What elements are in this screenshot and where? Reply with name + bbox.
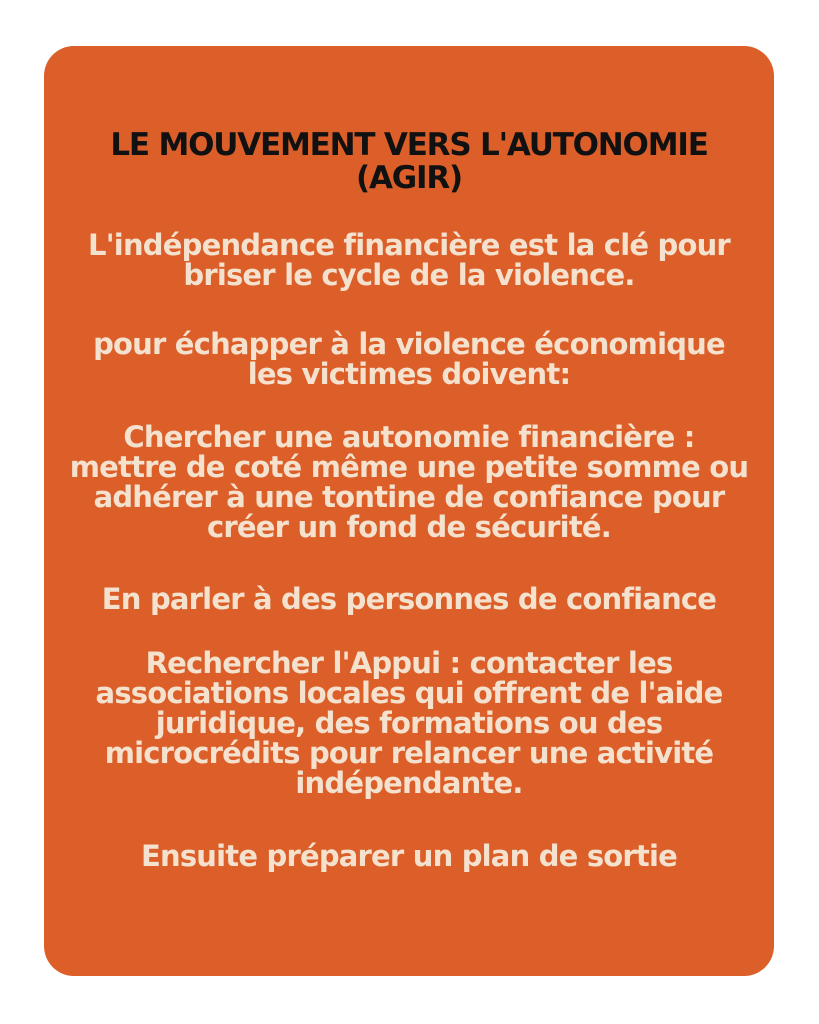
title-line: LE MOUVEMENT VERS L'AUTONOMIE	[110, 127, 708, 163]
paragraph-independence	[44, 230, 774, 290]
paragraph-talk	[44, 584, 774, 614]
text-line: briser le cycle de la violence.	[183, 258, 635, 292]
paragraph-escape	[44, 329, 774, 389]
card-content	[44, 46, 774, 976]
text-line: microcrédits pour relancer une activité	[104, 736, 714, 770]
text-line: Rechercher l'Appui : contacter les	[145, 646, 673, 680]
text-line: indépendante.	[295, 766, 523, 800]
paragraph-support	[44, 648, 774, 798]
title-line: (AGIR)	[356, 160, 462, 196]
text-line: L'indépendance financière est la clé pour	[88, 228, 730, 262]
text-line: pour échapper à la violence économique	[93, 327, 725, 361]
text-line: Chercher une autonomie financière :	[123, 420, 695, 454]
paragraph-exit-plan	[44, 841, 774, 871]
card-title	[44, 129, 774, 195]
text-line: créer un fond de sécurité.	[207, 510, 611, 544]
text-line: juridique, des formations ou des	[155, 706, 663, 740]
text-line: adhérer à une tontine de confiance pour	[93, 480, 725, 514]
text-line: mettre de coté même une petite somme ou	[69, 450, 749, 484]
text-line: Ensuite préparer un plan de sortie	[140, 839, 678, 873]
paragraph-financial-autonomy	[44, 422, 774, 542]
text-line: associations locales qui offrent de l'aide	[95, 676, 723, 710]
info-card	[44, 46, 774, 976]
text-line: les victimes doivent:	[247, 357, 571, 391]
text-line: En parler à des personnes de confiance	[101, 582, 717, 616]
